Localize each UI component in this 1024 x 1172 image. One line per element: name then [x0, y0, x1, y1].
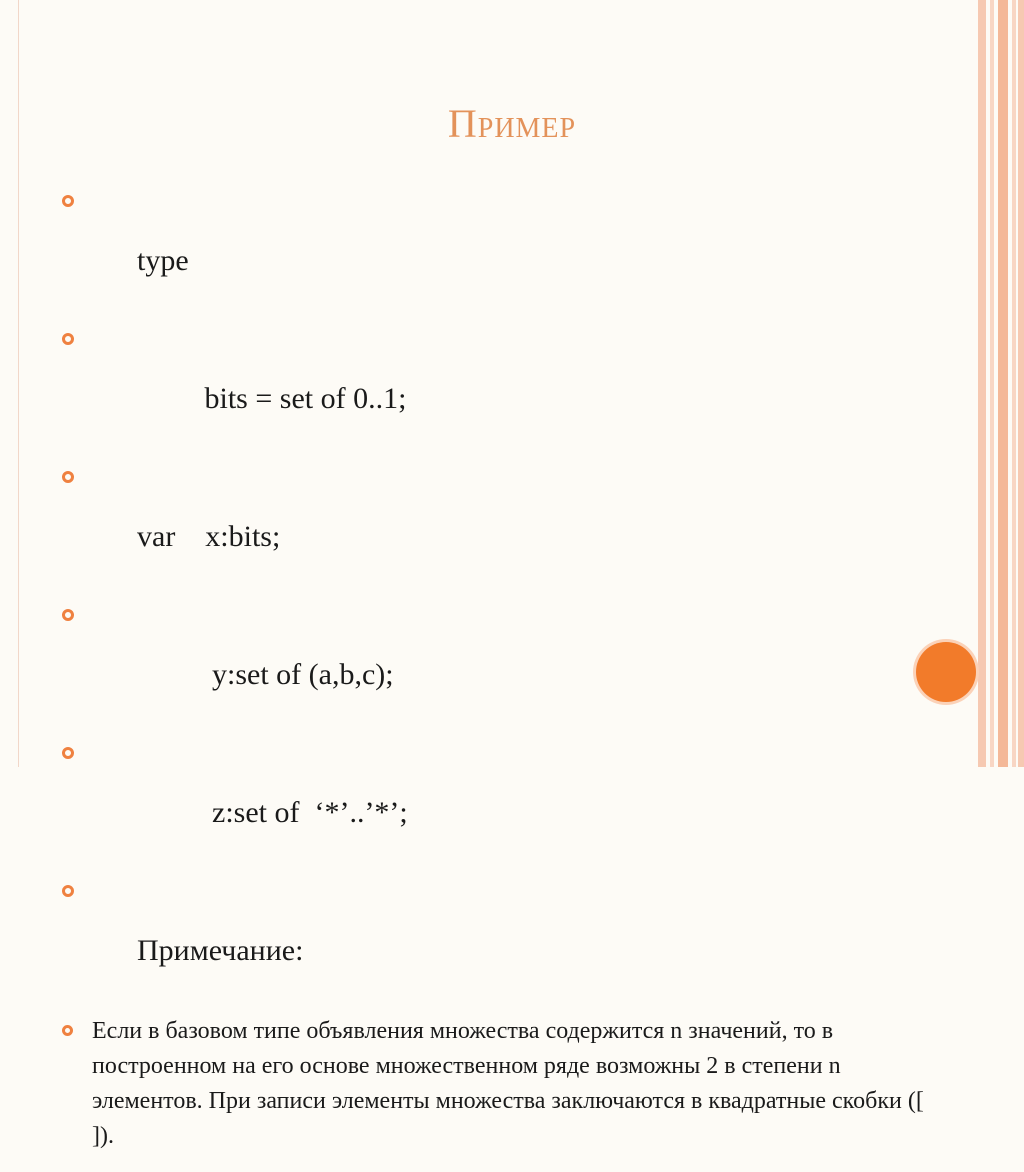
- bullet-text: Примечание:: [137, 934, 304, 967]
- note-text: Если в базовом типе объявления множества содержится n значений, то в построенном на его основе множественном ряде возможны 2 в степени n элементов. При записи элементы множества заключаются в квадратные скобки ([ ]).: [92, 1018, 924, 1149]
- note-item: [62, 1014, 942, 1154]
- bullet-text: var x:bits;: [137, 520, 281, 553]
- circle-bullet-icon: [62, 1025, 73, 1036]
- bullet-item: [62, 600, 942, 720]
- circle-bullet-icon: [62, 747, 74, 759]
- bullet-item: [62, 324, 942, 444]
- circle-bullet-icon: [62, 885, 74, 897]
- bullet-text: y:set of (a,b,c);: [137, 658, 394, 691]
- bullet-item: [62, 738, 942, 858]
- bullet-text: bits = set of 0..1;: [137, 382, 407, 415]
- decorative-circle-icon: [916, 642, 976, 702]
- bullet-item: [62, 462, 942, 582]
- bullet-text: type: [137, 244, 189, 277]
- circle-bullet-icon: [62, 609, 74, 621]
- bullet-item: [62, 186, 942, 306]
- circle-bullet-icon: [62, 195, 74, 207]
- circle-bullet-icon: [62, 471, 74, 483]
- circle-bullet-icon: [62, 333, 74, 345]
- bullet-text: z:set of ‘*’..’*’;: [137, 796, 408, 829]
- slide-title: Пример: [447, 101, 577, 146]
- slide-content: [62, 186, 942, 1172]
- bullet-item: [62, 876, 942, 996]
